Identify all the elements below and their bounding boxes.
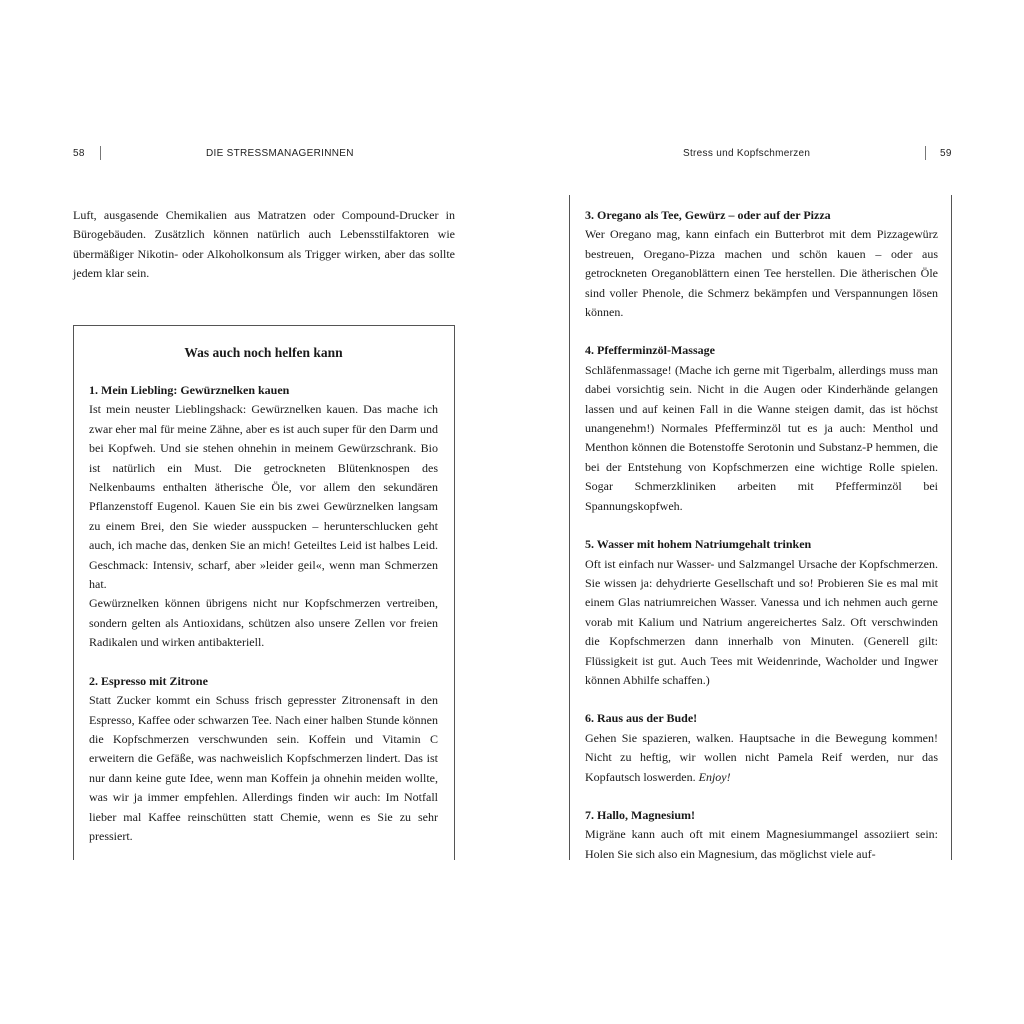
- tip-heading: 1. Mein Liebling: Gewürznelken kauen: [89, 383, 290, 397]
- tip-section-7: [585, 806, 938, 864]
- tip-section-2: [89, 672, 438, 847]
- tip-heading: 3. Oregano als Tee, Gewürz – oder auf der Pizza: [585, 208, 831, 222]
- running-head-left: DIE STRESSMANAGERINNEN: [206, 148, 354, 159]
- tip-heading: 2. Espresso mit Zitrone: [89, 673, 208, 688]
- tip-section-4: [585, 341, 938, 516]
- tip-paragraph: Ist mein neuster Lieblingshack: Gewürznelken kauen. Das mache ich zwar eher mal für meine Zähne, aber es ist auch super für den Darm und bei Kopfweh. Und sie stehen ohnehin in meinem Gewürzschrank. Bio ist natürlich ein Must. Die getrockneten Blütenknospen des Nelkenbaums enthalten ätherische Öle, vor allem den sekundären Pflanzenstoff Eugenol. Kauen Sie ein bis zwei Gewürznelken langsam zu einem Brei, den Sie wieder ausspucken – herunterschlucken geht auch, ich mache das, denken Sie an mich! Geteiltes Leid ist halbes Leid. Geschmack: Intensiv, scharf, aber »leider geil«, wenn man Schmerzen hat.: [89, 402, 438, 592]
- tip-section-5: [585, 535, 938, 690]
- tip-paragraph: [585, 729, 938, 787]
- tip-paragraph: Wer Oregano mag, kann einfach ein Butterbrot mit dem Pizzagewürz bestreuen, Oregano-Pizza machen und schön kauen – oder aus getrockneten Oreganoblättern einen Tee herstellen. Die ätherischen Öle sind voller Phenole, die Schmerz bekämpfen und Verspannungen lösen können.: [585, 227, 938, 320]
- tip-section-3: [585, 206, 938, 322]
- tip-paragraph: Schläfenmassage! (Mache ich gerne mit Tigerbalm, allerdings muss man dabei vorsichtig sein. Nicht in die Augen oder Kinderhände gelangen lassen und auf keinen Fall in die Wanne steigen damit, das ist höchst unangenehm!) Normales Pfefferminzöl tut es ja auch: Menthol und Menthon können die Botenstoffe Serotonin und Substanz-P hemmen, die bei der Entstehung von Kopfschmerzen eine wichtige Rolle spielen. Sogar Schmerzkliniken arbeiten mit Pfefferminzöl bei Spannungskopfweh.: [585, 362, 938, 513]
- tip-heading: 4. Pfefferminzöl-Massage: [585, 343, 715, 358]
- header-separator-left: [100, 146, 101, 160]
- right-box-column: [585, 206, 938, 883]
- tip-paragraph: Migräne kann auch oft mit einem Magnesiummangel assoziiert sein: Holen Sie sich also ein Magnesium, das möglichst viele auf-: [585, 827, 938, 861]
- tip-section-6: [585, 709, 938, 787]
- header-separator-right: [925, 146, 926, 160]
- tip-heading: 6. Raus aus der Bude!: [585, 711, 698, 726]
- intro-paragraph: Luft, ausgasende Chemikalien aus Matratzen oder Compound-Drucker in Bürogebäuden. Zusätzlich können natürlich auch Lebensstilfaktoren wie übermäßiger Nikotin- oder Alkoholkonsum als Trigger wirken, aber das sollte jedem klar sein.: [73, 208, 455, 281]
- box-title: Was auch noch helfen kann: [184, 345, 343, 360]
- tip-paragraph: Oft ist einfach nur Wasser- und Salzmangel Ursache der Kopfschmerzen. Sie wissen ja: dehydrierte Gesellschaft und so! Probieren Sie es mal mit einem Glas natriumreichen Wasser. Vanessa und ich nehmen auch gerne vorab mit Kalium und Natrium angereichertes Salz. Oft verschwinden die Kopfschmerzen dann innerhalb von Minuten. (Generell gilt: Flüssigkeit ist gut. Auch Tees mit Weidenrinde, Wacholder und Ingwer können Abhilfe schaffen.): [585, 556, 938, 687]
- page-number-left: 58: [73, 148, 85, 159]
- tip-heading: 5. Wasser mit hohem Natriumgehalt trinken: [585, 537, 812, 552]
- left-intro-column: [73, 206, 455, 284]
- running-head-right: Stress und Kopfschmerzen: [683, 148, 811, 159]
- tips-box: [73, 325, 455, 860]
- tip-emphasis: Enjoy!: [698, 769, 731, 784]
- tip-text: Gehen Sie spazieren, walken. Hauptsache in die Bewegung kommen! Nicht zu heftig, wir wollen nicht Pamela Reif werden, nur das Kopfautsch loswerden.: [585, 730, 938, 784]
- tip-paragraph: Statt Zucker kommt ein Schuss frisch gepresster Zitronensaft in den Espresso, Kaffee oder schwarzen Tee. Nach einer halben Stunde können die Kopfschmerzen verschwunden sein. Koffein und Vitamin C erweitern die Gefäße, was nachweislich Kopfschmerzen lindert. Das ist nur dann keine gute Idee, wenn man Koffein ja ohnehin meiden wollte, was wir ja immer empfehlen. Allerdings finden wir auch: Im Notfall lieber mal Kaffee reinschütten statt Chemie, wenn es Sie zu sehr pressiert.: [89, 693, 438, 843]
- box-rule-left: [569, 195, 570, 860]
- tip-heading: 7. Hallo, Magnesium!: [585, 807, 695, 822]
- box-rule-right: [951, 195, 952, 860]
- tip-paragraph: Gewürznelken können übrigens nicht nur Kopfschmerzen vertreiben, sondern gelten als Antioxidans, schützen also unsere Zellen vor freien Radikalen und wirken antibakteriell.: [89, 596, 438, 650]
- tip-section-1: [89, 381, 438, 653]
- page-number-right: 59: [940, 148, 952, 159]
